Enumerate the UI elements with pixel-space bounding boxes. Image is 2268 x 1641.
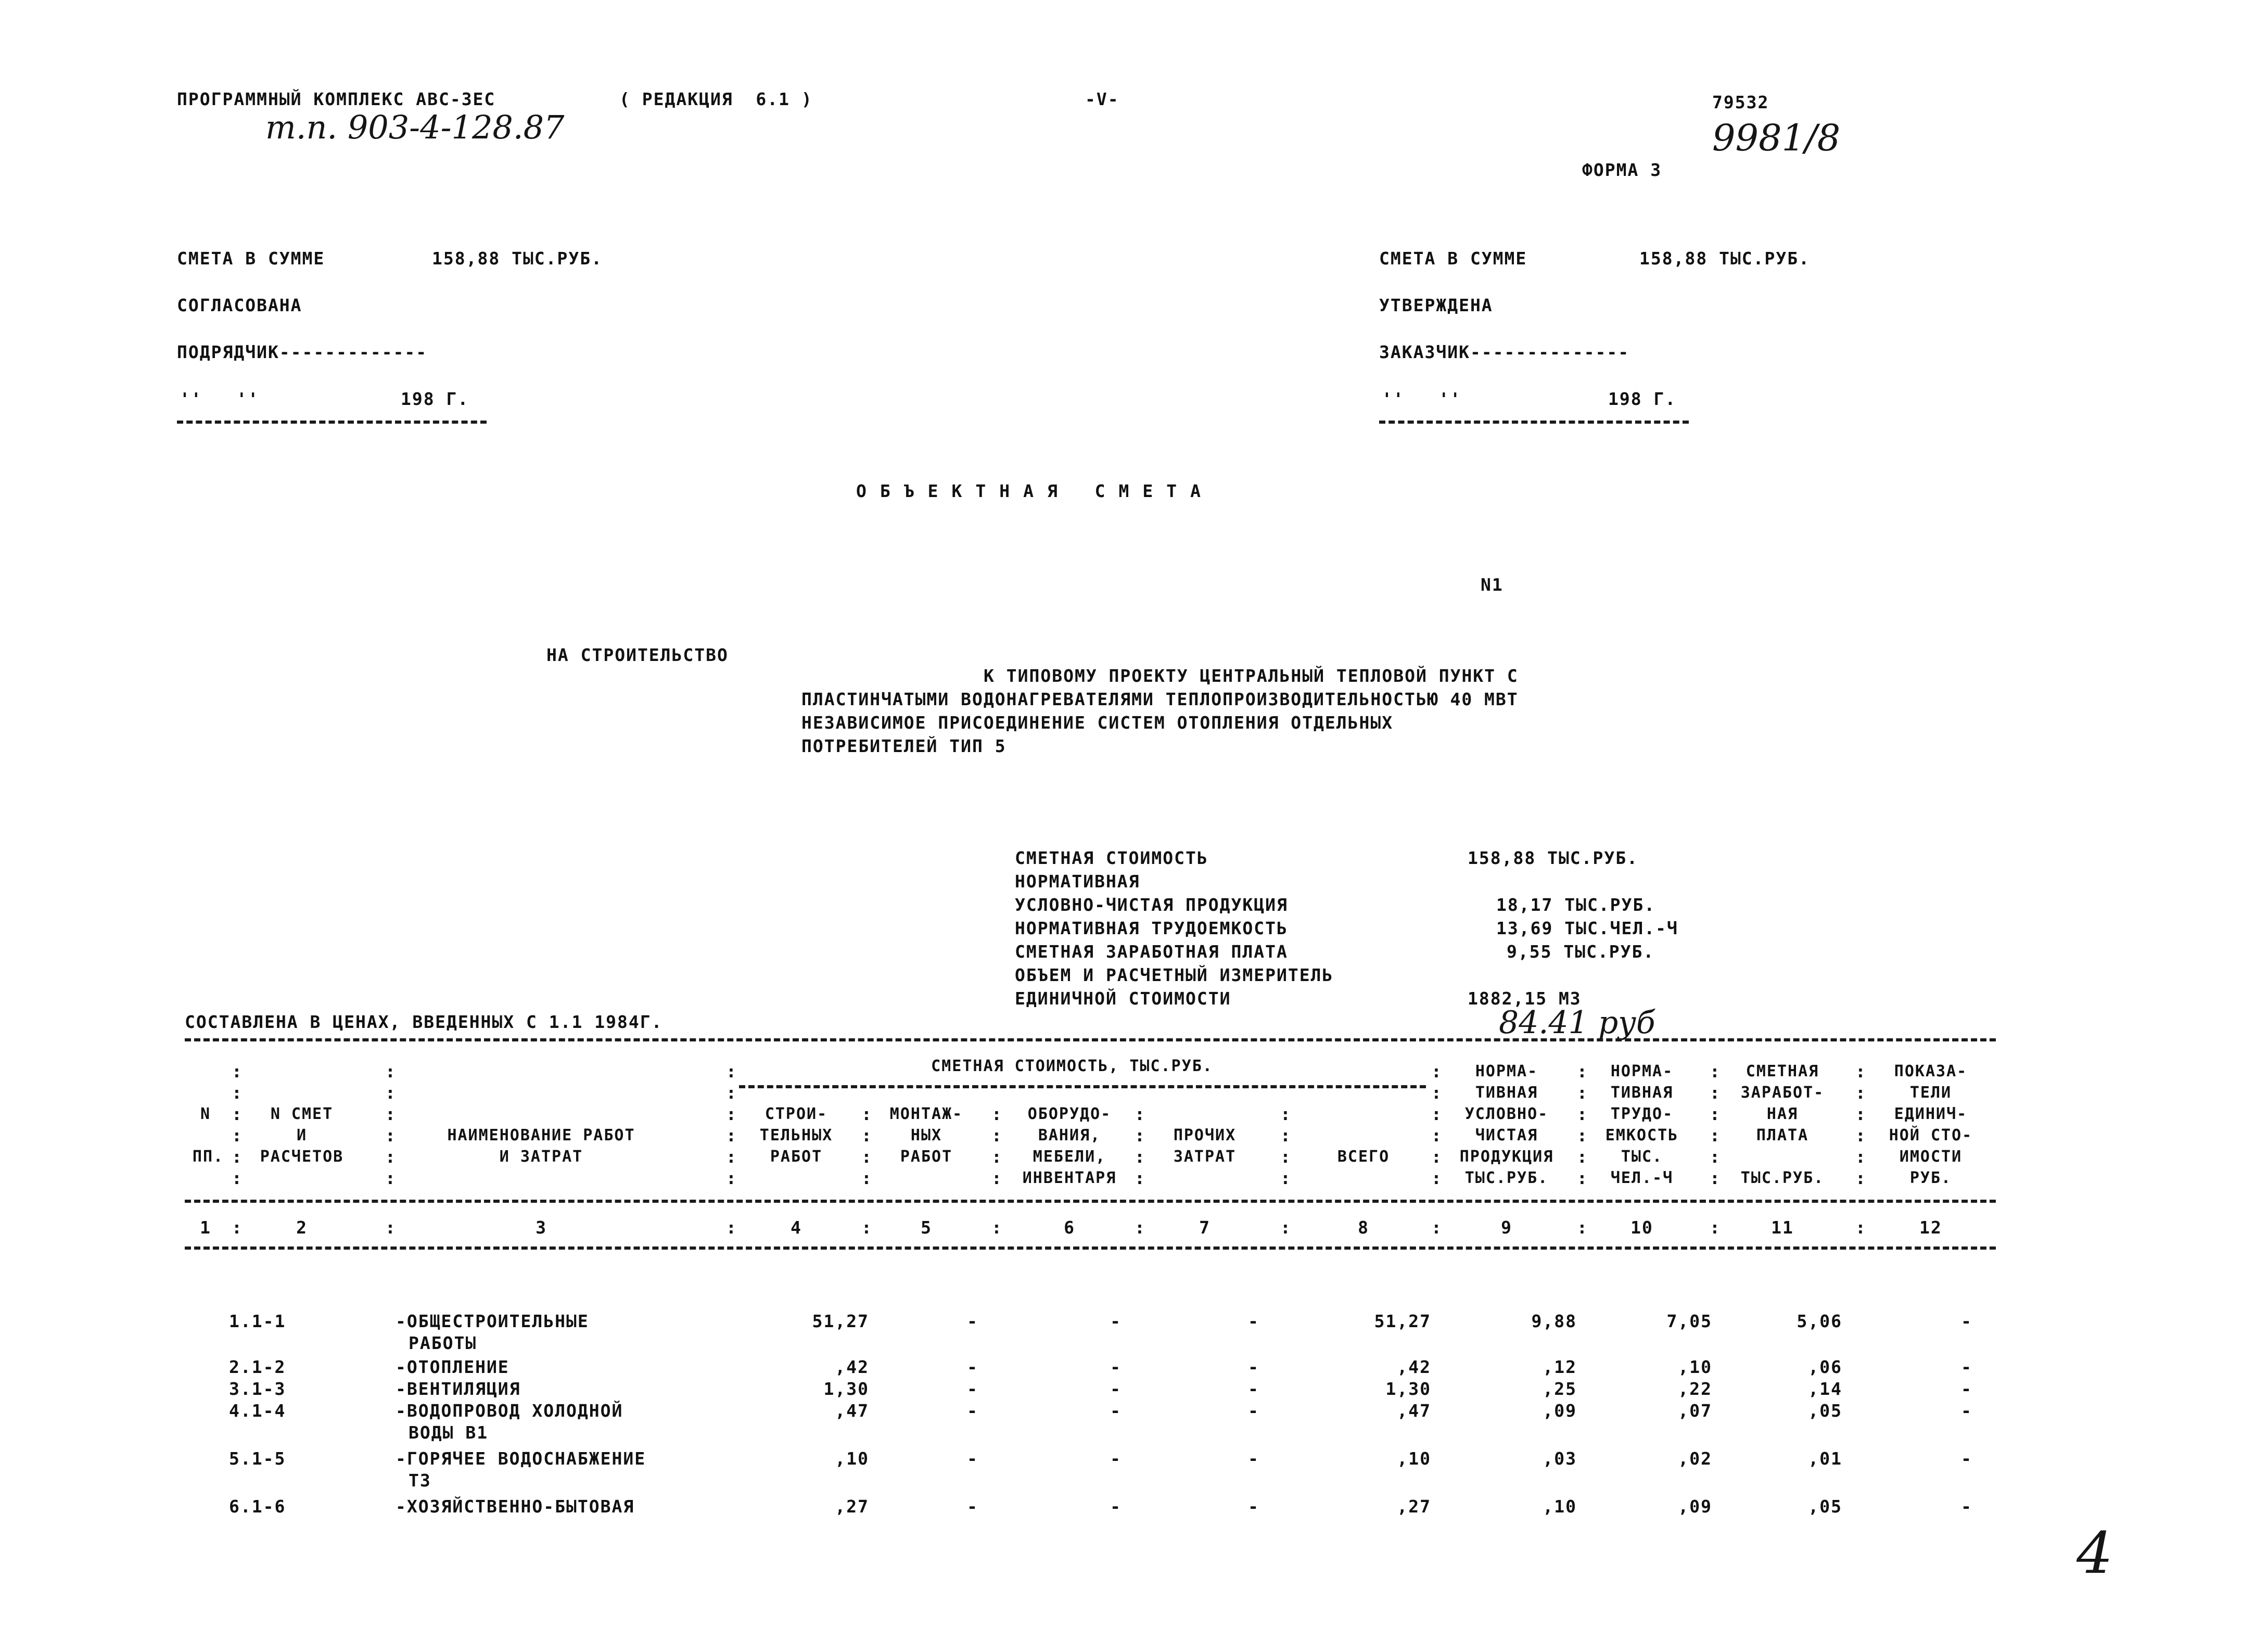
cell-total: ,10	[1397, 1448, 1431, 1469]
left-date-underline	[177, 421, 487, 424]
handwritten-project-number: т.п. 903-4-128.87	[265, 108, 565, 146]
column-separator: :	[861, 1125, 872, 1146]
col-header-11: ТЫС.РУБ.	[1740, 1169, 1825, 1187]
cell-net: ,10	[1543, 1496, 1577, 1517]
column-separator: :	[1431, 1104, 1442, 1124]
column-number: 4	[791, 1217, 802, 1238]
col-header-11: СМЕТНАЯ	[1745, 1062, 1819, 1080]
summary-value: 9,55 ТЫС.РУБ.	[1507, 942, 1655, 962]
column-separator: :	[1135, 1125, 1145, 1146]
cell-wage: ,05	[1808, 1496, 1842, 1517]
cell-equip: -	[1110, 1357, 1122, 1377]
column-separator: :	[726, 1168, 736, 1188]
summary-label: СМЕТНАЯ СТОИМОСТЬ	[1015, 848, 1208, 868]
cell-net: ,09	[1543, 1401, 1577, 1421]
column-separator: :	[1710, 1168, 1720, 1188]
cell-unit: -	[1961, 1496, 1972, 1517]
left-status: СОГЛАСОВАНА	[177, 295, 302, 315]
cell-unit: -	[1961, 1401, 1972, 1421]
cell-name: -ХОЗЯЙСТВЕННО-БЫТОВАЯ	[396, 1496, 635, 1517]
col-header-9: ТИВНАЯ	[1475, 1084, 1538, 1102]
cell-net: ,12	[1543, 1357, 1577, 1377]
column-number: 12	[1919, 1217, 1942, 1238]
column-number: 1	[200, 1217, 211, 1238]
column-separator: :	[232, 1168, 242, 1188]
col-header-8: ВСЕГО	[1337, 1148, 1390, 1166]
cell-net: 9,88	[1531, 1311, 1577, 1331]
column-number: 5	[921, 1217, 932, 1238]
summary-label: СМЕТНАЯ ЗАРАБОТНАЯ ПЛАТА	[1015, 942, 1288, 962]
column-separator: :	[861, 1104, 872, 1124]
page-mark: -V-	[1085, 89, 1119, 109]
cell-unit: -	[1961, 1379, 1972, 1399]
column-separator: :	[1855, 1168, 1866, 1188]
edition: ( РЕДАКЦИЯ 6.1 )	[619, 89, 813, 109]
col-header-5: МОНТАЖ-	[889, 1105, 963, 1123]
handwritten-unit-price: 84.41 руб	[1499, 1004, 1655, 1041]
left-sum-value: 158,88 ТЫС.РУБ.	[432, 248, 603, 269]
col-header-11: НАЯ	[1766, 1105, 1799, 1123]
cell-name: Т3	[409, 1470, 431, 1491]
col-header-7: ЗАТРАТ	[1173, 1148, 1237, 1166]
col-header-12: ПОКАЗА-	[1894, 1062, 1968, 1080]
col-header-12: ЕДИНИЧ-	[1894, 1105, 1968, 1123]
cell-build: ,47	[835, 1401, 869, 1421]
cell-other: -	[1248, 1448, 1259, 1469]
col-header-11: ПЛАТА	[1756, 1126, 1809, 1144]
col-header-12: НОЙ СТО-	[1889, 1126, 1973, 1144]
cell-name: РАБОТЫ	[409, 1333, 477, 1353]
estimate-number: N1	[1481, 575, 1503, 595]
column-separator: :	[1577, 1147, 1587, 1167]
col-header-10: ТЫС.	[1621, 1148, 1663, 1166]
cell-name: -ОТОПЛЕНИЕ	[396, 1357, 509, 1377]
col-header-7: ПРОЧИХ	[1173, 1126, 1237, 1144]
prices-note: СОСТАВЛЕНА В ЦЕНАХ, ВВЕДЕННЫХ С 1.1 1984Г.	[185, 1012, 663, 1032]
cell-unit: -	[1961, 1357, 1972, 1377]
column-separator: :	[1431, 1147, 1442, 1167]
right-sum-label: СМЕТА В СУММЕ	[1379, 248, 1527, 269]
col-header-3: И ЗАТРАТ	[499, 1148, 583, 1166]
col-header-2: N СМЕТ	[270, 1105, 334, 1123]
col-header-4: РАБОТ	[770, 1148, 823, 1166]
column-separator: :	[1855, 1061, 1866, 1082]
summary-label: УСЛОВНО-ЧИСТАЯ ПРОДУКЦИЯ	[1015, 895, 1288, 915]
cell-equip: -	[1110, 1311, 1122, 1331]
column-separator: :	[1431, 1083, 1442, 1103]
cell-build: 1,30	[823, 1379, 869, 1399]
cell-other: -	[1248, 1379, 1259, 1399]
cell-labor: ,10	[1678, 1357, 1712, 1377]
description-line: ПОТРЕБИТЕЛЕЙ ТИП 5	[801, 736, 1006, 756]
doc-number: 79532	[1712, 92, 1769, 112]
cell-total: ,27	[1397, 1496, 1431, 1517]
cell-labor: ,02	[1678, 1448, 1712, 1469]
column-separator: :	[861, 1217, 872, 1238]
form-label: ФОРМА 3	[1582, 160, 1662, 180]
summary-label: ЕДИНИЧНОЙ СТОИМОСТИ	[1015, 988, 1231, 1009]
column-separator: :	[1577, 1168, 1587, 1188]
column-separator: :	[385, 1061, 396, 1082]
column-separator: :	[991, 1217, 1002, 1238]
cell-equip: -	[1110, 1401, 1122, 1421]
cell-ref: 4.1-4	[229, 1401, 286, 1421]
column-separator: :	[1431, 1125, 1442, 1146]
col-header-12: ИМОСТИ	[1899, 1148, 1963, 1166]
cell-total: 51,27	[1374, 1311, 1431, 1331]
col-header-2: И	[296, 1126, 308, 1144]
column-separator: :	[385, 1104, 396, 1124]
left-date-quotes: '' ''	[180, 389, 260, 409]
cell-ref: 2.1-2	[229, 1357, 286, 1377]
cell-name: -ГОРЯЧЕЕ ВОДОСНАБЖЕНИЕ	[396, 1448, 646, 1469]
column-separator: :	[861, 1168, 872, 1188]
column-separator: :	[1280, 1125, 1291, 1146]
cell-total: ,42	[1397, 1357, 1431, 1377]
cell-other: -	[1248, 1496, 1259, 1517]
column-separator: :	[991, 1147, 1002, 1167]
summary-value: 18,17 ТЫС.РУБ.	[1496, 895, 1656, 915]
column-number: 11	[1771, 1217, 1794, 1238]
left-party: ПОДРЯДЧИК-------------	[177, 342, 428, 362]
column-separator: :	[1710, 1083, 1720, 1103]
cell-labor: 7,05	[1666, 1311, 1712, 1331]
col-header-9: ПРОДУКЦИЯ	[1459, 1148, 1554, 1166]
column-number: 7	[1199, 1217, 1211, 1238]
col-header-10: ЕМКОСТЬ	[1605, 1126, 1679, 1144]
col-header-1: N	[200, 1105, 211, 1123]
cell-build: ,42	[835, 1357, 869, 1377]
cell-wage: ,05	[1808, 1401, 1842, 1421]
cell-build: ,10	[835, 1448, 869, 1469]
column-number: 9	[1501, 1217, 1512, 1238]
col-header-9: НОРМА-	[1475, 1062, 1538, 1080]
right-sum-value: 158,88 ТЫС.РУБ.	[1639, 248, 1811, 269]
cell-other: -	[1248, 1401, 1259, 1421]
group-header-rule	[739, 1085, 1426, 1088]
col-header-2: РАСЧЕТОВ	[260, 1148, 344, 1166]
cell-equip: -	[1110, 1448, 1122, 1469]
col-header-6: ВАНИЯ,	[1038, 1126, 1101, 1144]
column-separator: :	[1855, 1083, 1866, 1103]
handwritten-code: 9981/8	[1712, 117, 1841, 159]
table-top-rule	[185, 1038, 1996, 1041]
column-separator: :	[1280, 1217, 1291, 1238]
col-header-11: ЗАРАБОТ-	[1740, 1084, 1825, 1102]
summary-value: 13,69 ТЫС.ЧЕЛ.-Ч	[1496, 918, 1678, 938]
column-separator: :	[385, 1083, 396, 1103]
cell-mount: -	[967, 1401, 978, 1421]
cell-net: ,03	[1543, 1448, 1577, 1469]
right-date-year: 198 Г.	[1608, 389, 1677, 409]
description-line: К ТИПОВОМУ ПРОЕКТУ ЦЕНТРАЛЬНЫЙ ТЕПЛОВОЙ ПУНКТ С	[984, 666, 1519, 686]
column-number: 2	[296, 1217, 308, 1238]
column-separator: :	[232, 1061, 242, 1082]
cell-wage: ,14	[1808, 1379, 1842, 1399]
cell-labor: ,22	[1678, 1379, 1712, 1399]
column-separator: :	[1577, 1083, 1587, 1103]
cell-total: 1,30	[1385, 1379, 1431, 1399]
summary-label: НОРМАТИВНАЯ	[1015, 871, 1140, 892]
column-separator: :	[861, 1147, 872, 1167]
cell-labor: ,07	[1678, 1401, 1712, 1421]
cell-other: -	[1248, 1357, 1259, 1377]
document-title: ОБЪЕКТНАЯ СМЕТА	[856, 481, 1215, 501]
col-header-3: НАИМЕНОВАНИЕ РАБОТ	[447, 1126, 635, 1144]
column-separator: :	[1710, 1061, 1720, 1082]
column-separator: :	[232, 1104, 242, 1124]
column-separator: :	[1710, 1217, 1720, 1238]
col-header-9: УСЛОВНО-	[1464, 1105, 1549, 1123]
header-bottom-rule	[185, 1200, 1996, 1203]
cell-labor: ,09	[1678, 1496, 1712, 1517]
column-separator: :	[385, 1168, 396, 1188]
column-separator: :	[1135, 1217, 1145, 1238]
column-number: 6	[1064, 1217, 1075, 1238]
column-separator: :	[232, 1083, 242, 1103]
column-separator: :	[726, 1217, 736, 1238]
column-separator: :	[1135, 1104, 1145, 1124]
col-header-6: ИНВЕНТАРЯ	[1022, 1169, 1117, 1187]
summary-value: 1882,15 М3	[1468, 988, 1582, 1009]
cell-mount: -	[967, 1311, 978, 1331]
left-sum-label: СМЕТА В СУММЕ	[177, 248, 325, 269]
col-header-5: НЫХ	[910, 1126, 942, 1144]
summary-label: ОБЪЕМ И РАСЧЕТНЫЙ ИЗМЕРИТЕЛЬ	[1015, 965, 1334, 985]
column-separator: :	[1710, 1147, 1720, 1167]
col-header-9: ЧИСТАЯ	[1475, 1126, 1538, 1144]
column-separator: :	[1855, 1104, 1866, 1124]
column-separator: :	[385, 1147, 396, 1167]
cell-name: ВОДЫ В1	[409, 1422, 489, 1443]
column-separator: :	[232, 1125, 242, 1146]
column-separator: :	[1431, 1217, 1442, 1238]
description-line: ПЛАСТИНЧАТЫМИ ВОДОНАГРЕВАТЕЛЯМИ ТЕПЛОПРОИЗВОДИТЕЛЬНОСТЬЮ 40 МВТ	[801, 689, 1519, 709]
cell-name: -ВОДОПРОВОД ХОЛОДНОЙ	[396, 1401, 623, 1421]
column-separator: :	[991, 1125, 1002, 1146]
column-separator: :	[1577, 1125, 1587, 1146]
column-number: 3	[536, 1217, 547, 1238]
summary-label: НОРМАТИВНАЯ ТРУДОЕМКОСТЬ	[1015, 918, 1288, 938]
col-header-10: ЧЕЛ.-Ч	[1610, 1169, 1674, 1187]
column-separator: :	[991, 1168, 1002, 1188]
col-header-10: ТРУДО-	[1610, 1105, 1674, 1123]
cell-total: ,47	[1397, 1401, 1431, 1421]
col-header-12: ТЕЛИ	[1909, 1084, 1952, 1102]
left-date-year: 198 Г.	[401, 389, 469, 409]
col-header-6: ОБОРУДО-	[1027, 1105, 1112, 1123]
cell-build: ,27	[835, 1496, 869, 1517]
col-header-10: НОРМА-	[1610, 1062, 1674, 1080]
cell-mount: -	[967, 1379, 978, 1399]
construction-label: НА СТРОИТЕЛЬСТВО	[546, 645, 729, 665]
column-separator: :	[1855, 1125, 1866, 1146]
column-separator: :	[1855, 1217, 1866, 1238]
column-separator: :	[726, 1083, 736, 1103]
cell-name: -ОБЩЕСТРОИТЕЛЬНЫЕ	[396, 1311, 589, 1331]
column-separator: :	[385, 1217, 396, 1238]
column-separator: :	[1710, 1125, 1720, 1146]
cell-net: ,25	[1543, 1379, 1577, 1399]
column-number: 8	[1358, 1217, 1369, 1238]
right-party: ЗАКАЗЧИК--------------	[1379, 342, 1630, 362]
cell-build: 51,27	[812, 1311, 869, 1331]
cell-ref: 5.1-5	[229, 1448, 286, 1469]
summary-value: 158,88 ТЫС.РУБ.	[1468, 848, 1639, 868]
cell-wage: ,01	[1808, 1448, 1842, 1469]
cell-unit: -	[1961, 1311, 1972, 1331]
column-separator: :	[1431, 1061, 1442, 1082]
col-header-6: МЕБЕЛИ,	[1033, 1148, 1106, 1166]
column-separator: :	[232, 1147, 242, 1167]
cell-equip: -	[1110, 1496, 1122, 1517]
column-number: 10	[1630, 1217, 1653, 1238]
right-status: УТВЕРЖДЕНА	[1379, 295, 1493, 315]
column-separator: :	[726, 1104, 736, 1124]
column-separator: :	[1431, 1168, 1442, 1188]
cell-name: -ВЕНТИЛЯЦИЯ	[396, 1379, 521, 1399]
handwritten-page-number: 4	[2076, 1520, 2113, 1586]
col-header-10: ТИВНАЯ	[1610, 1084, 1674, 1102]
column-separator: :	[1710, 1104, 1720, 1124]
column-separator: :	[726, 1147, 736, 1167]
description-line: НЕЗАВИСИМОЕ ПРИСОЕДИНЕНИЕ СИСТЕМ ОТОПЛЕНИЯ ОТДЕЛЬНЫХ	[801, 713, 1394, 733]
column-separator: :	[1280, 1147, 1291, 1167]
right-date-underline	[1379, 421, 1689, 424]
column-separator: :	[1135, 1168, 1145, 1188]
column-separator: :	[726, 1125, 736, 1146]
cell-equip: -	[1110, 1379, 1122, 1399]
cell-mount: -	[967, 1448, 978, 1469]
column-separator: :	[1577, 1104, 1587, 1124]
cell-wage: 5,06	[1796, 1311, 1842, 1331]
col-header-5: РАБОТ	[900, 1148, 953, 1166]
column-separator: :	[726, 1061, 736, 1082]
right-date-quotes: '' ''	[1382, 389, 1462, 409]
column-number-rule	[185, 1246, 1996, 1250]
column-separator: :	[991, 1104, 1002, 1124]
group-header: СМЕТНАЯ СТОИМОСТЬ, ТЫС.РУБ.	[931, 1057, 1213, 1075]
column-separator: :	[1280, 1168, 1291, 1188]
cell-ref: 1.1-1	[229, 1311, 286, 1331]
col-header-9: ТЫС.РУБ.	[1464, 1169, 1549, 1187]
col-header-12: РУБ.	[1909, 1169, 1952, 1187]
column-separator: :	[232, 1217, 242, 1238]
cell-ref: 6.1-6	[229, 1496, 286, 1517]
cell-ref: 3.1-3	[229, 1379, 286, 1399]
col-header-4: ТЕЛЬНЫХ	[759, 1126, 833, 1144]
cell-other: -	[1248, 1311, 1259, 1331]
column-separator: :	[1577, 1061, 1587, 1082]
col-header-1: ПП.	[192, 1148, 224, 1166]
column-separator: :	[385, 1125, 396, 1146]
column-separator: :	[1280, 1104, 1291, 1124]
cell-mount: -	[967, 1357, 978, 1377]
column-separator: :	[1577, 1217, 1587, 1238]
cell-wage: ,06	[1808, 1357, 1842, 1377]
cell-unit: -	[1961, 1448, 1972, 1469]
column-separator: :	[1135, 1147, 1145, 1167]
cell-mount: -	[967, 1496, 978, 1517]
column-separator: :	[1855, 1147, 1866, 1167]
program-name: ПРОГРАММНЫЙ КОМПЛЕКС АВС-ЗЕС	[177, 89, 496, 109]
col-header-4: СТРОИ-	[765, 1105, 828, 1123]
